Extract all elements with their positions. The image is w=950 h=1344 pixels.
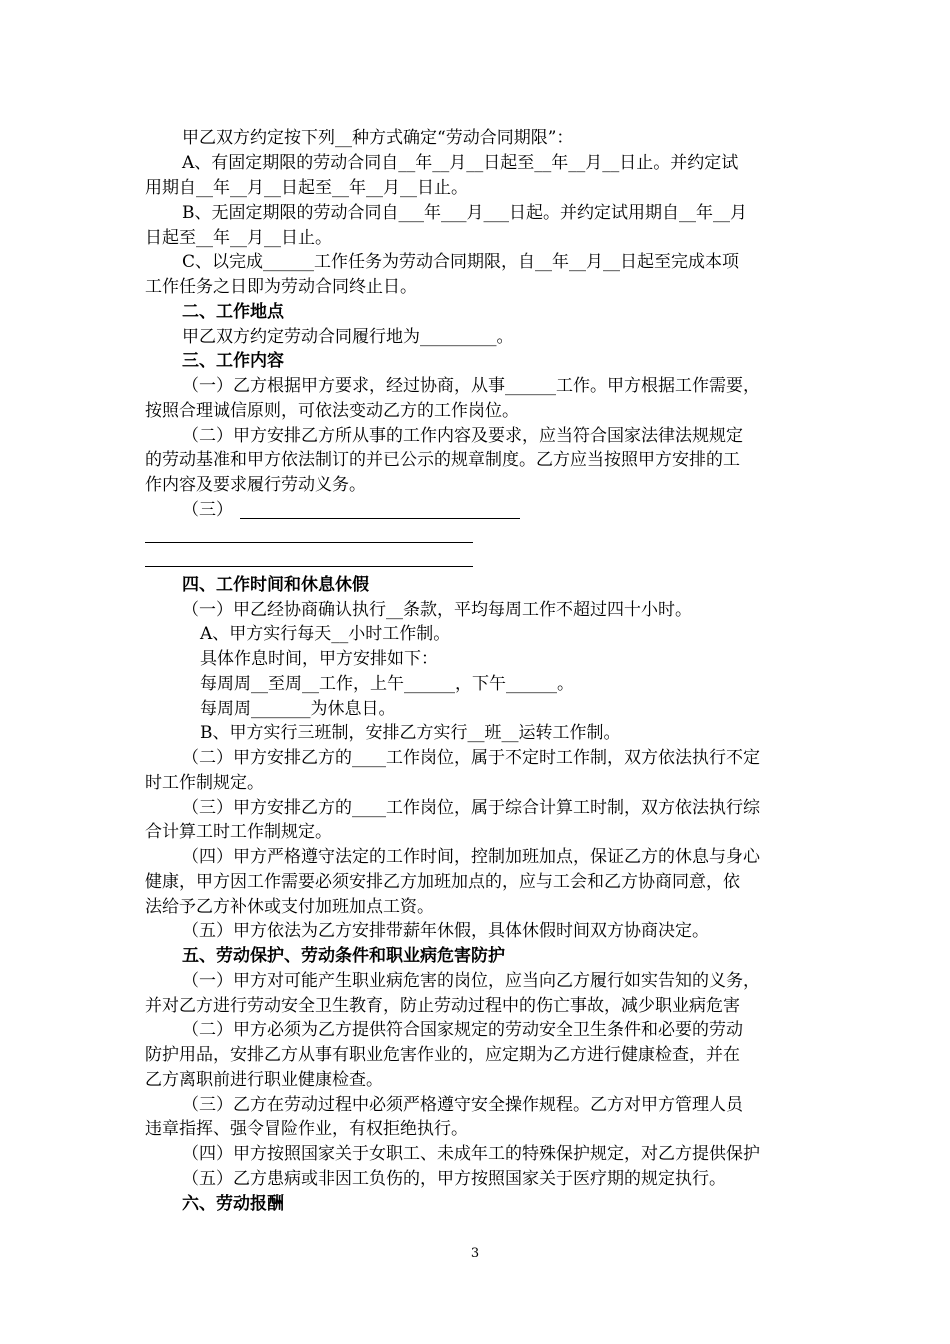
text-line: 违章指挥、强令冒险作业，有权拒绝执行。: [145, 1119, 468, 1139]
blank-underline: [240, 518, 520, 519]
section-heading: 二、工作地点: [182, 302, 284, 322]
text-line: （三）乙方在劳动过程中必须严格遵守安全操作规程。乙方对甲方管理人员: [182, 1095, 743, 1115]
section-heading: 六、劳动报酬: [182, 1194, 284, 1214]
text-line: A、有固定期限的劳动合同自__年__月__日起至__年__月__日止。并约定试: [182, 153, 739, 173]
text-line: （一）甲方对可能产生职业病危害的岗位，应当向乙方履行如实告知的义务，: [182, 971, 760, 991]
text-line: C、以完成______工作任务为劳动合同期限，自__年__月__日起至完成本项: [182, 252, 740, 272]
text-line: 的劳动基准和甲方依法制订的并已公示的规章制度。乙方应当按照甲方安排的工: [145, 450, 740, 470]
text-line: 健康，甲方因工作需要必须安排乙方加班加点的，应与工会和乙方协商同意，依: [145, 872, 740, 892]
text-line: 用期自__年__月__日起至__年__月__日止。: [145, 178, 468, 198]
text-line: （五）乙方患病或非因工负伤的，甲方按照国家关于医疗期的规定执行。: [182, 1169, 726, 1189]
blank-underline: [145, 542, 473, 543]
text-line: （四）甲方严格遵守法定的工作时间，控制加班加点，保证乙方的休息与身心: [182, 847, 760, 867]
text-line: 每周周__至周__工作，上午______，下午______。: [200, 674, 574, 694]
text-line: 具体作息时间，甲方安排如下：: [200, 649, 438, 669]
section-heading: 三、工作内容: [182, 351, 284, 371]
text-line: 并对乙方进行劳动安全卫生教育，防止劳动过程中的伤亡事故，减少职业病危害: [145, 996, 740, 1016]
text-line: （二）甲方安排乙方所从事的工作内容及要求，应当符合国家法律法规规定: [182, 426, 743, 446]
text-line: （三）甲方安排乙方的____工作岗位，属于综合计算工时制，双方依法执行综: [182, 798, 760, 818]
text-line: （五）甲方依法为乙方安排带薪年休假，具体休假时间双方协商决定。: [182, 921, 709, 941]
text-line: 按照合理诚信原则，可依法变动乙方的工作岗位。: [145, 401, 519, 421]
text-line: （二）甲方必须为乙方提供符合国家规定的劳动安全卫生条件和必要的劳动: [182, 1020, 743, 1040]
text-line: （三）: [182, 500, 233, 520]
text-line: A、甲方实行每天__小时工作制。: [200, 624, 451, 644]
blank-underline: [145, 566, 473, 567]
text-line: 甲乙双方约定劳动合同履行地为_________。: [182, 327, 514, 347]
text-line: 时工作制规定。: [145, 773, 264, 793]
text-line: （一）甲乙经协商确认执行__条款，平均每周工作不超过四十小时。: [182, 600, 692, 620]
text-line: （二）甲方安排乙方的____工作岗位，属于不定时工作制，双方依法执行不定: [182, 748, 760, 768]
text-line: 防护用品，安排乙方从事有职业危害作业的，应定期为乙方进行健康检查，并在: [145, 1045, 740, 1065]
text-line: B、无固定期限的劳动合同自___年___月___日起。并约定试用期自__年__月: [182, 203, 747, 223]
page-number: 3: [470, 1246, 480, 1261]
text-line: 甲乙双方约定按下列__种方式确定“劳动合同期限”：: [182, 128, 574, 148]
text-line: 作内容及要求履行劳动义务。: [145, 475, 366, 495]
text-line: 日起至__年__月__日止。: [145, 228, 332, 248]
section-heading: 四、工作时间和休息休假: [182, 575, 369, 595]
text-line: 合计算工时工作制规定。: [145, 822, 332, 842]
text-line: 工作任务之日即为劳动合同终止日。: [145, 277, 417, 297]
section-heading: 五、劳动保护、劳动条件和职业病危害防护: [182, 946, 505, 966]
text-line: 每周周_______为休息日。: [200, 699, 396, 719]
text-line: 乙方离职前进行职业健康检查。: [145, 1070, 383, 1090]
text-line: 法给予乙方补休或支付加班加点工资。: [145, 897, 434, 917]
text-line: B、甲方实行三班制，安排乙方实行__班__运转工作制。: [200, 723, 621, 743]
text-line: （四）甲方按照国家关于女职工、未成年工的特殊保护规定，对乙方提供保护: [182, 1144, 760, 1164]
text-line: （一）乙方根据甲方要求，经过协商，从事______工作。甲方根据工作需要，: [182, 376, 760, 396]
